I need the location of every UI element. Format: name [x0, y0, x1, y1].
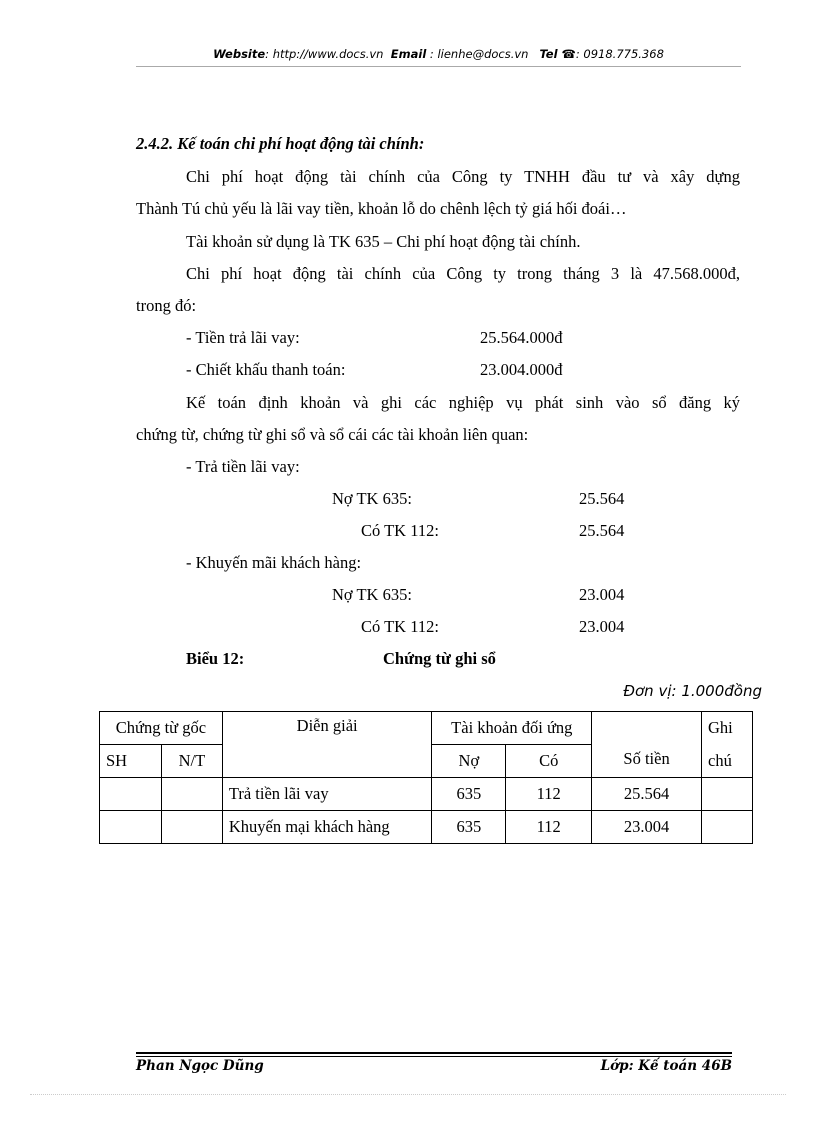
- cell-debit: 635: [432, 811, 506, 844]
- page-header: [136, 47, 741, 61]
- header-original-doc: Chứng từ gốc: [100, 712, 223, 745]
- entry-debit-amount: 25.564: [579, 489, 625, 508]
- form-label: Biểu 12:: [186, 649, 245, 668]
- cell-nt: [161, 811, 222, 844]
- website-link[interactable]: : http://www.docs.vn: [265, 47, 384, 61]
- table-row: [100, 811, 753, 844]
- breakdown-amount: 23.004.000đ: [480, 360, 563, 379]
- header-note-cont: chú: [702, 745, 753, 778]
- header-amount: Số tiền: [592, 712, 702, 778]
- entry-credit-amount: 25.564: [579, 521, 625, 540]
- paragraph-2: Tài khoản sử dụng là TK 635 – Chi phí hoạt động tài chính.: [186, 232, 581, 251]
- table-row: [100, 778, 753, 811]
- website-label: Website: [213, 47, 266, 61]
- header-divider: [136, 66, 741, 67]
- entry-debit-amount: 23.004: [579, 585, 625, 604]
- entry-title: - Khuyến mãi khách hàng:: [186, 553, 362, 572]
- form-title: Chứng từ ghi sổ: [383, 649, 496, 668]
- paragraph-4-line-2: chứng từ, chứng từ ghi sổ và sổ cái các tài khoản liên quan:: [136, 425, 529, 444]
- voucher-table: [99, 711, 753, 844]
- header-sh: SH: [100, 745, 162, 778]
- paragraph-3-line-1: Chi phí hoạt động tài chính của Công ty trong tháng 3 là 47.568.000đ,: [186, 264, 740, 283]
- footer-divider-thin: [136, 1056, 732, 1057]
- table-header-row: [100, 712, 753, 745]
- email-label: Email: [390, 47, 427, 61]
- cell-credit: 112: [506, 811, 592, 844]
- cell-amount: 23.004: [592, 811, 702, 844]
- tel-label: Tel ☎: [539, 47, 576, 61]
- cell-note: [702, 811, 753, 844]
- breakdown-amount: 25.564.000đ: [480, 328, 563, 347]
- page-edge: [30, 1094, 786, 1095]
- cell-description: Khuyến mại khách hàng: [222, 811, 432, 844]
- cell-sh: [100, 811, 162, 844]
- footer-divider: [136, 1052, 732, 1054]
- entry-credit-label: Có TK 112:: [361, 521, 439, 540]
- paragraph-3-line-2: trong đó:: [136, 296, 197, 315]
- unit-label: Đơn vị: 1.000đồng: [623, 682, 762, 700]
- header-nt: N/T: [161, 745, 222, 778]
- paragraph-1-line-2: Thành Tú chủ yếu là lãi vay tiền, khoản lỗ do chênh lệch tỷ giá hối đoái…: [136, 199, 627, 218]
- footer-class: Lớp: Kế toán 46B: [600, 1058, 732, 1074]
- entry-credit-amount: 23.004: [579, 617, 625, 636]
- entry-debit-label: Nợ TK 635:: [332, 585, 412, 604]
- entry-credit-label: Có TK 112:: [361, 617, 439, 636]
- header-description: Diễn giải: [222, 712, 432, 778]
- footer-author: Phan Ngọc Dũng: [136, 1058, 264, 1074]
- breakdown-label: - Chiết khấu thanh toán:: [186, 360, 346, 379]
- breakdown-label: - Tiền trả lãi vay:: [186, 328, 300, 347]
- cell-description: Trả tiền lãi vay: [222, 778, 432, 811]
- cell-note: [702, 778, 753, 811]
- section-heading: 2.4.2. Kế toán chi phí hoạt động tài chính:: [136, 134, 425, 153]
- header-credit: Có: [506, 745, 592, 778]
- email-link[interactable]: : lienhe@docs.vn: [426, 47, 529, 61]
- cell-credit: 112: [506, 778, 592, 811]
- cell-nt: [161, 778, 222, 811]
- entry-title: - Trả tiền lãi vay:: [186, 457, 300, 476]
- tel-value: : 0918.775.368: [575, 47, 664, 61]
- header-contra-account: Tài khoản đối ứng: [432, 712, 592, 745]
- entry-debit-label: Nợ TK 635:: [332, 489, 412, 508]
- cell-sh: [100, 778, 162, 811]
- paragraph-4-line-1: Kế toán định khoản và ghi các nghiệp vụ phát sinh vào sổ đăng ký: [186, 393, 740, 412]
- paragraph-1-line-1: Chi phí hoạt động tài chính của Công ty TNHH đầu tư và xây dựng: [186, 167, 740, 186]
- header-note: Ghi: [702, 712, 753, 745]
- cell-debit: 635: [432, 778, 506, 811]
- cell-amount: 25.564: [592, 778, 702, 811]
- header-debit: Nợ: [432, 745, 506, 778]
